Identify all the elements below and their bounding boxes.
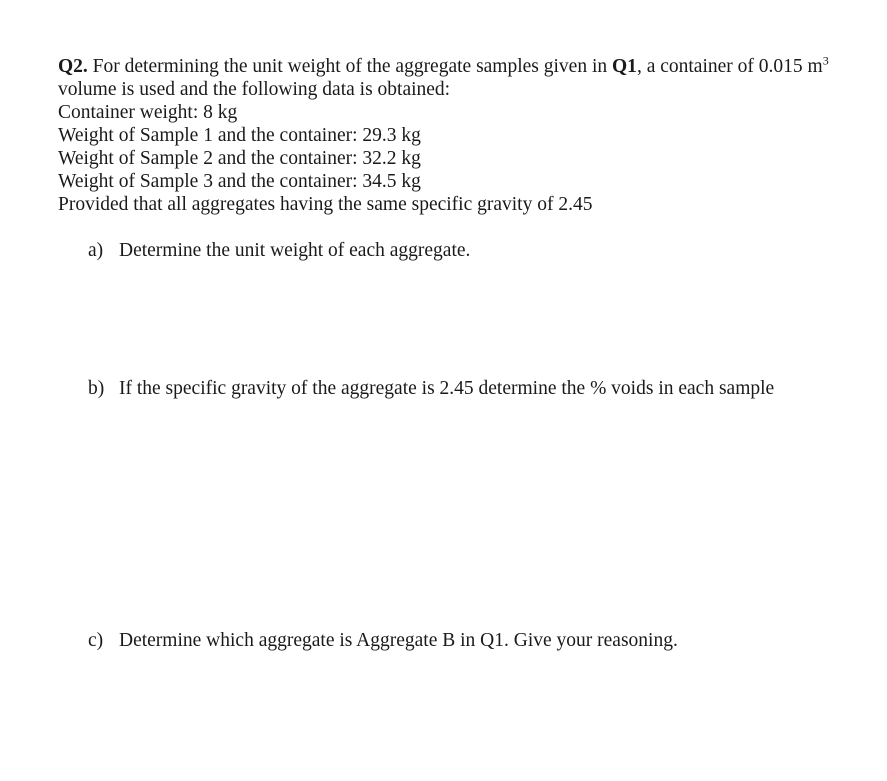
part-a-marker: a): [88, 240, 104, 261]
data-line-sample-1: Weight of Sample 1 and the container: 29.3 kg: [58, 125, 421, 146]
data-line-sample-3: Weight of Sample 3 and the container: 34.5 kg: [58, 171, 421, 192]
question-reference: Q1: [612, 56, 637, 77]
question-intro-line-1: [58, 55, 829, 78]
part-b-marker: b): [88, 378, 105, 399]
question-intro-text-cont: , a container of 0.015 m: [636, 56, 823, 77]
part-c-marker: c): [88, 630, 104, 651]
question-label: Q2.: [58, 56, 88, 77]
question-intro-text: For determining the unit weight of the aggregate samples given in: [87, 56, 613, 77]
part-a-text: Determine the unit weight of each aggregate.: [119, 240, 471, 261]
question-intro-line-2: volume is used and the following data is obtained:: [58, 79, 451, 100]
provided-line: Provided that all aggregates having the same specific gravity of 2.45: [58, 194, 593, 215]
data-line-container-weight: Container weight: 8 kg: [58, 102, 238, 123]
part-b-text: If the specific gravity of the aggregate is 2.45 determine the % voids in each sample: [119, 378, 775, 399]
data-line-sample-2: Weight of Sample 2 and the container: 32.2 kg: [58, 148, 421, 169]
part-c-text: Determine which aggregate is Aggregate B in Q1. Give your reasoning.: [119, 630, 678, 651]
unit-exponent: 3: [822, 53, 829, 68]
